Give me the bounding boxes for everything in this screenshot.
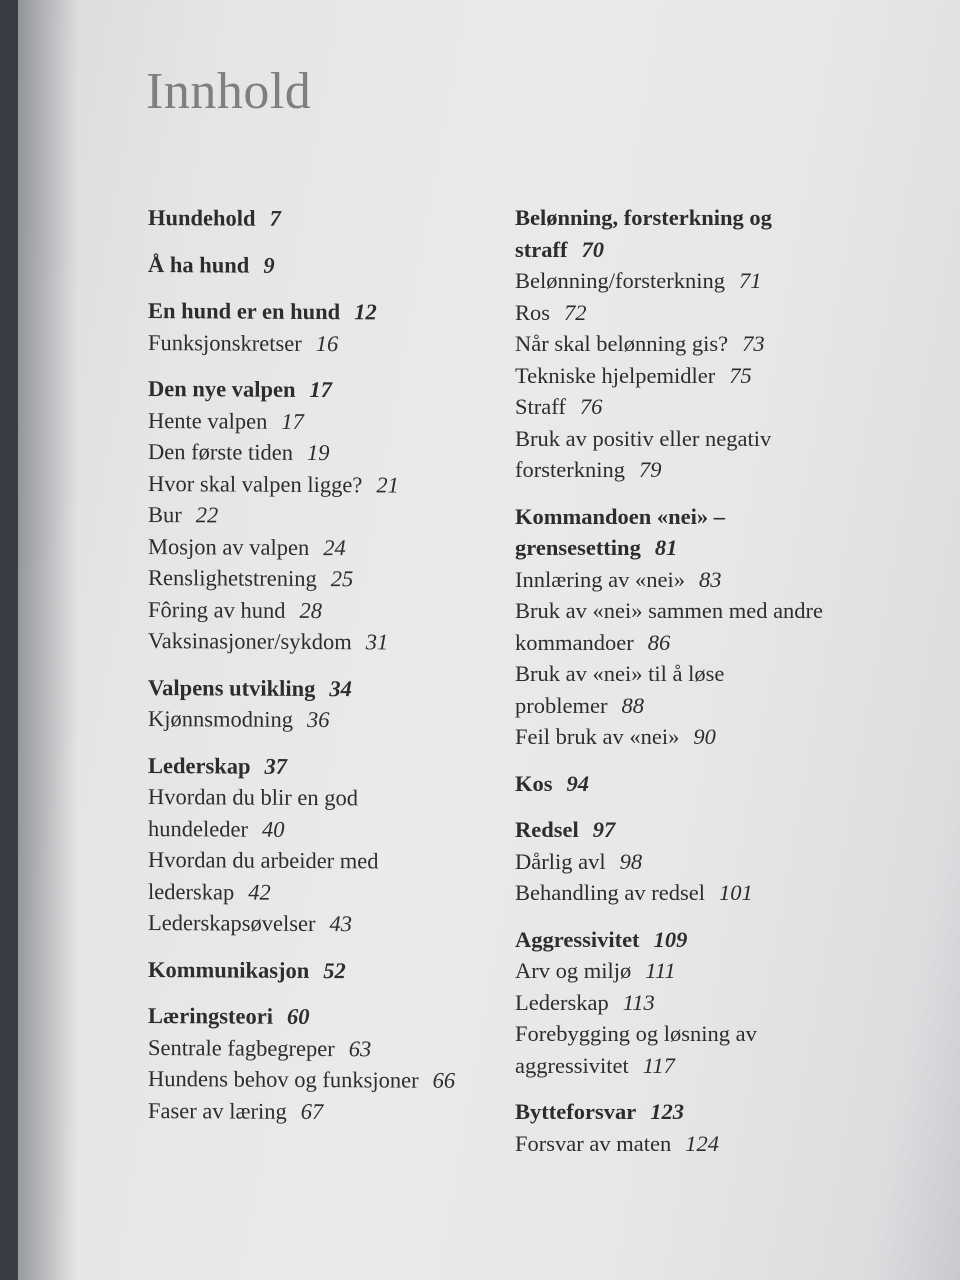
toc-page-number: 22 bbox=[195, 502, 219, 528]
toc-section-entry bbox=[148, 531, 488, 565]
toc-page-number: 109 bbox=[653, 926, 688, 952]
toc-entry-title: Fôring av hund bbox=[148, 596, 286, 623]
toc-section-entry bbox=[515, 423, 855, 486]
toc-page-number: 12 bbox=[354, 299, 377, 325]
toc-entry-title: Hvordan du arbeider med lederskap bbox=[148, 847, 379, 905]
toc-section-entry bbox=[148, 436, 488, 470]
toc-page-number: 111 bbox=[645, 958, 676, 983]
toc-chapter-entry bbox=[148, 1000, 488, 1034]
toc-page-number: 123 bbox=[650, 1099, 684, 1124]
toc-section-entry bbox=[148, 781, 488, 846]
toc-entry-title: Bur bbox=[148, 502, 182, 528]
page-title: Innhold bbox=[146, 63, 312, 120]
toc-entry-title: Straff bbox=[515, 394, 566, 419]
toc-entry-title: Læringsteori bbox=[148, 1003, 273, 1029]
toc-entry-title: Bruk av positiv eller negativ forsterkning bbox=[515, 425, 772, 482]
toc-section-entry bbox=[148, 844, 488, 909]
toc-entry-title: Bruk av «nei» til å løse problemer bbox=[515, 661, 725, 718]
toc-section-entry bbox=[515, 360, 855, 392]
toc-section-entry bbox=[148, 625, 488, 659]
toc-entry-title: Når skal belønning gis? bbox=[515, 331, 729, 356]
toc-chapter-entry bbox=[148, 750, 488, 784]
toc-section-entry bbox=[515, 595, 855, 658]
toc-chapter-entry bbox=[515, 924, 855, 956]
toc-page-number: 101 bbox=[718, 880, 753, 905]
toc-chapter-entry bbox=[515, 1096, 855, 1128]
toc-page-number: 60 bbox=[286, 1003, 310, 1029]
toc-entry-title: En hund er en hund bbox=[148, 298, 341, 325]
toc-page-number: 73 bbox=[742, 331, 765, 356]
toc-section-entry bbox=[515, 391, 855, 423]
toc-section-entry bbox=[515, 877, 855, 909]
toc-entry-title: Hente valpen bbox=[148, 407, 268, 434]
toc-entry-title: Behandling av redsel bbox=[515, 880, 705, 905]
toc-page-number: 52 bbox=[323, 957, 346, 983]
toc-entry-title: Mosjon av valpen bbox=[148, 533, 310, 560]
toc-entry-title: Sentrale fagbegreper bbox=[148, 1034, 335, 1061]
toc-section-entry bbox=[515, 955, 855, 987]
toc-entry-title: Vaksinasjoner/sykdom bbox=[148, 628, 352, 655]
toc-entry-title: Redsel bbox=[515, 817, 579, 842]
toc-page-number: 86 bbox=[647, 629, 671, 655]
toc-page-number: 94 bbox=[566, 770, 590, 796]
toc-section-entry bbox=[148, 468, 488, 502]
toc-section-entry bbox=[515, 328, 855, 360]
toc-page-number: 25 bbox=[330, 566, 354, 592]
toc-entry-title: Lederskapsøvelser bbox=[148, 910, 316, 937]
toc-entry-title: Tekniske hjelpemidler bbox=[515, 362, 716, 388]
toc-chapter-entry bbox=[148, 295, 488, 329]
toc-page-number: 88 bbox=[621, 692, 644, 718]
toc-page-number: 16 bbox=[315, 330, 339, 356]
toc-page-number: 124 bbox=[685, 1130, 719, 1156]
toc-entry-title: Valpens utvikling bbox=[148, 674, 316, 701]
toc-chapter-entry bbox=[148, 249, 488, 283]
toc-entry-title: Hvor skal valpen ligge? bbox=[148, 470, 363, 497]
toc-entry-title: Feil bruk av «nei» bbox=[515, 724, 680, 749]
toc-entry-title: Dårlig avl bbox=[515, 848, 606, 874]
toc-page-number: 7 bbox=[269, 205, 281, 231]
toc-page-number: 76 bbox=[579, 394, 603, 419]
toc-entry-title: Funksjonskretser bbox=[148, 329, 302, 356]
toc-entry-title: Hundehold bbox=[148, 205, 256, 231]
toc-chapter-entry bbox=[148, 202, 488, 236]
toc-page-number: 40 bbox=[261, 816, 285, 842]
toc-page-number: 24 bbox=[323, 534, 346, 560]
toc-page-number: 9 bbox=[263, 252, 275, 278]
toc-section-entry bbox=[148, 562, 488, 596]
toc-entry-title: Kos bbox=[515, 770, 553, 796]
toc-chapter-entry bbox=[148, 672, 488, 706]
toc-page-number: 70 bbox=[581, 236, 604, 262]
toc-section-entry bbox=[148, 499, 488, 533]
toc-entry-title: Aggressivitet bbox=[515, 926, 640, 952]
toc-entry-title: Kommunikasjon bbox=[148, 956, 310, 983]
toc-section-entry bbox=[515, 265, 855, 297]
toc-entry-title: Innlæring av «nei» bbox=[515, 566, 685, 592]
toc-right-column bbox=[515, 202, 855, 1159]
toc-page-number: 72 bbox=[564, 299, 587, 325]
toc-entry-title: Renslighetstrening bbox=[148, 565, 317, 592]
toc-entry-title: Den nye valpen bbox=[148, 376, 296, 402]
toc-section-entry bbox=[515, 564, 855, 596]
binding-shadow bbox=[18, 0, 78, 1280]
toc-section-entry bbox=[515, 297, 855, 329]
toc-section-entry bbox=[148, 1032, 488, 1066]
toc-section-entry bbox=[148, 907, 488, 941]
toc-page-number: 34 bbox=[329, 675, 352, 701]
toc-page-number: 83 bbox=[698, 566, 722, 592]
toc-page-number: 42 bbox=[248, 879, 271, 905]
toc-chapter-entry bbox=[148, 954, 488, 988]
toc-page-number: 97 bbox=[592, 817, 616, 842]
toc-page-number: 66 bbox=[432, 1067, 456, 1093]
toc-entry-title: Belønning/forsterkning bbox=[515, 268, 725, 293]
toc-page-number: 28 bbox=[299, 597, 322, 623]
toc-entry-title: Forsvar av maten bbox=[515, 1130, 672, 1156]
toc-page-number: 90 bbox=[693, 724, 716, 749]
toc-section-entry bbox=[515, 1018, 855, 1081]
toc-page-number: 17 bbox=[281, 408, 304, 434]
toc-entry-title: Ros bbox=[515, 299, 551, 325]
toc-page-number: 31 bbox=[365, 629, 389, 655]
toc-entry-title: Den første tiden bbox=[148, 439, 293, 465]
toc-entry-title: Belønning, forsterkning og straff bbox=[515, 205, 772, 262]
toc-entry-title: Hvordan du blir en god hundeleder bbox=[148, 784, 358, 842]
toc-chapter-entry bbox=[515, 768, 855, 800]
toc-entry-title: Lederskap bbox=[515, 989, 609, 1015]
toc-section-entry bbox=[515, 987, 855, 1019]
toc-section-entry bbox=[148, 327, 488, 361]
toc-section-entry bbox=[515, 846, 855, 878]
toc-chapter-entry bbox=[515, 814, 855, 846]
toc-entry-title: Bruk av «nei» sammen med andre kommandoer bbox=[515, 598, 824, 655]
toc-page-number: 81 bbox=[654, 535, 678, 560]
book-page bbox=[18, 0, 960, 1280]
toc-page-number: 113 bbox=[622, 989, 655, 1015]
toc-page-number: 36 bbox=[307, 706, 330, 733]
toc-page-number: 67 bbox=[300, 1098, 324, 1124]
toc-section-entry bbox=[515, 721, 855, 753]
toc-page-number: 79 bbox=[638, 457, 662, 482]
toc-entry-title: Bytteforsvar bbox=[515, 1099, 637, 1124]
toc-left-column bbox=[148, 202, 488, 1128]
toc-entry-title: Kommandoen «nei» – grensesetting bbox=[515, 503, 726, 560]
toc-entry-title: Å ha hund bbox=[148, 251, 250, 278]
toc-entry-title: Faser av læring bbox=[148, 1097, 287, 1124]
toc-chapter-entry bbox=[148, 373, 488, 407]
toc-section-entry bbox=[148, 1095, 488, 1129]
toc-section-entry bbox=[148, 1063, 488, 1097]
toc-page-number: 37 bbox=[264, 753, 288, 779]
toc-chapter-entry bbox=[515, 202, 855, 265]
toc-entry-title: Kjønnsmodning bbox=[148, 706, 294, 732]
toc-entry-title: Lederskap bbox=[148, 752, 251, 779]
toc-entry-title: Hundens behov og funksjoner bbox=[148, 1066, 419, 1093]
toc-page-number: 43 bbox=[329, 911, 352, 937]
toc-section-entry bbox=[148, 703, 488, 737]
toc-entry-title: Arv og miljø bbox=[515, 958, 632, 983]
toc-section-entry bbox=[515, 658, 855, 721]
toc-chapter-entry bbox=[515, 501, 855, 564]
toc-page-number: 17 bbox=[309, 376, 333, 403]
toc-page-number: 21 bbox=[376, 471, 399, 498]
toc-page-number: 63 bbox=[348, 1035, 372, 1061]
toc-page-number: 19 bbox=[306, 439, 330, 466]
toc-section-entry bbox=[148, 594, 488, 628]
toc-section-entry bbox=[515, 1128, 855, 1160]
toc-entry-title: Forebygging og løsning av aggressivitet bbox=[515, 1021, 757, 1078]
toc-page-number: 75 bbox=[729, 362, 752, 388]
toc-page-number: 117 bbox=[642, 1052, 675, 1078]
toc-page-number: 71 bbox=[738, 268, 762, 293]
toc-section-entry bbox=[148, 405, 488, 439]
toc-page-number: 98 bbox=[619, 848, 643, 874]
